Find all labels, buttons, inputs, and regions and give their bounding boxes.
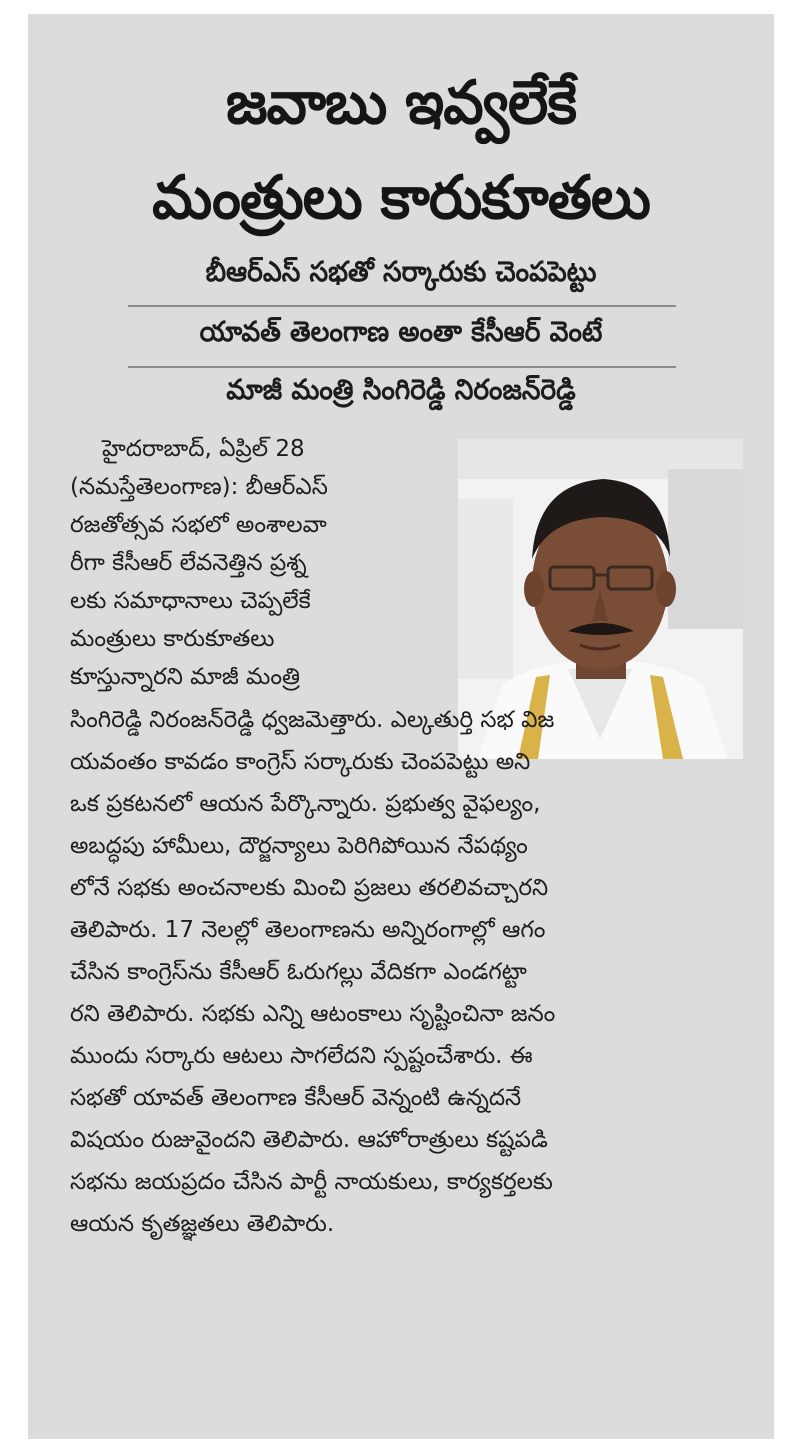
divider-1: [128, 305, 676, 307]
body-line: మంత్రులు కారుకూతలు: [70, 626, 275, 652]
subhead-2: యావత్ తెలంగాణ అంతా కేసీఆర్ వెంటే: [199, 315, 603, 348]
newspaper-clipping: [28, 14, 774, 1439]
body-line: అబద్ధపు హామీలు, దౌర్జన్యాలు పెరిగిపోయిన నేపథ్యం: [70, 833, 528, 859]
body-line: ఆయన కృతజ్ఞతలు తెలిపారు.: [70, 1211, 335, 1237]
body-line: తెలిపారు. 17 నెలల్లో తెలంగాణను అన్నిరంగాల్లో ఆగం: [70, 917, 546, 943]
headline-line-1: జవాబు ఇవ్వలేకే: [225, 68, 577, 138]
body-line: కూస్తున్నారని మాజీ మంత్రి: [70, 664, 300, 690]
body-line: రని తెలిపారు. సభకు ఎన్ని ఆటంకాలు సృష్టించినా జనం: [70, 1001, 556, 1027]
body-line: యవంతం కావడం కాంగ్రెస్ సర్కారుకు చెంపపెట్టు అని: [70, 749, 531, 775]
headline-line-2: మంత్రులు కారుకూతలు: [152, 163, 650, 233]
subhead-3: మాజీ మంత్రి సింగిరెడ్డి నిరంజన్‌రెడ్డి: [226, 373, 576, 406]
body-line: (నమస్తేతెలంగాణ): బీఆర్ఎస్: [70, 474, 328, 500]
divider-2: [128, 366, 676, 368]
body-line: సింగిరెడ్డి నిరంజన్‌రెడ్డి ధ్వజమెత్తారు. ఎల్కతుర్తి సభ విజ: [70, 707, 555, 733]
body-line: లోనే సభకు అంచనాలకు మించి ప్రజలు తరలివచ్చారని: [70, 875, 549, 901]
body-line: సభను జయప్రదం చేసిన పార్టీ నాయకులు, కార్యకర్తలకు: [70, 1169, 553, 1195]
body-line: ముందు సర్కారు ఆటలు సాగలేదని స్పష్టంచేశారు. ఈ: [70, 1043, 533, 1069]
body-line: సభతో యావత్ తెలంగాణ కేసీఆర్ వెన్నంటి ఉన్నదనే: [70, 1085, 522, 1111]
body-line: రజతోత్సవ సభలో అంశాలవా: [70, 512, 327, 538]
body-line: విషయం రుజువైందని తెలిపారు. ఆహోరాత్రులు కష్టపడి: [70, 1127, 548, 1153]
body-line: హైదరాబాద్, ఏప్రిల్ 28: [102, 436, 305, 462]
body-line: ఒక ప్రకటనలో ఆయన పేర్కొన్నారు. ప్రభుత్వ వైఫల్యం,: [70, 791, 541, 817]
subhead-1: బీఆర్ఎస్ సభతో సర్కారుకు చెంపపెట్టు: [205, 255, 597, 288]
body-line: చేసిన కాంగ్రెస్‌ను కేసీఆర్ ఓరుగల్లు వేదికగా ఎండగట్టా: [70, 959, 527, 985]
body-line: రీగా కేసీఆర్ లేవనెత్తిన ప్రశ్న: [70, 550, 307, 576]
body-line: లకు సమాధానాలు చెప్పలేకే: [70, 588, 311, 614]
